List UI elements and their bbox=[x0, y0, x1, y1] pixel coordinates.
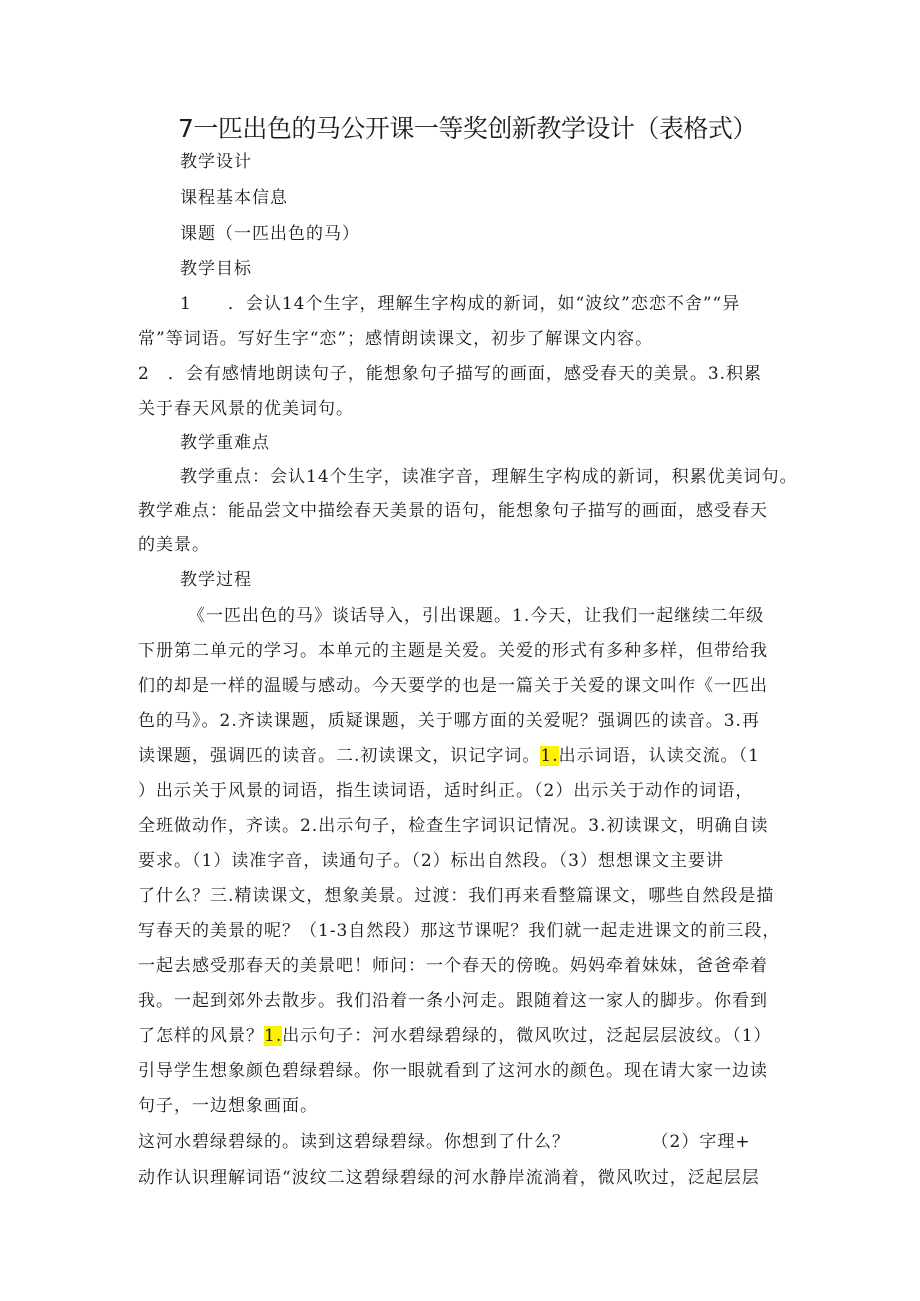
paragraph-line: 动作认识理解词语“波纹二这碧绿碧绿的河水静岸流淌着，微风吹过，泛起层层 bbox=[138, 1168, 760, 1188]
paragraph-line: 《一匹出色的马》谈话导入，引出课题。1.今天，让我们一起继续二年级 bbox=[188, 606, 765, 626]
paragraph-line: 常”等词语。写好生字“恋”；感情朗读课文，初步了解课文内容。 bbox=[138, 329, 654, 349]
paragraph-line: 的美景。 bbox=[138, 535, 210, 555]
paragraph-line: 下册第二单元的学习。本单元的主题是关爱。关爱的形式有多种多样，但带给我 bbox=[138, 641, 768, 661]
paragraph-line: 们的却是一样的温暖与感动。今天要学的也是一篇关于关爱的课文叫作《一匹出 bbox=[138, 676, 768, 696]
paragraph-line: 色的马》。2.齐读课题，质疑课题，关于哪方面的关爱呢？强调匹的读音。3.再 bbox=[138, 711, 760, 731]
paragraph-line: 关于春天风景的优美词句。 bbox=[138, 399, 354, 419]
heading-key-points: 教学重难点 bbox=[180, 433, 270, 453]
text-run: 出示句子：河水碧绿碧绿的，微风吹过，泛起层层波纹。（1） bbox=[282, 1026, 772, 1046]
paragraph-line: 1 ．会认14个生字，理解生字构成的新词，如“波纹”恋恋不舍”“异 bbox=[180, 294, 741, 314]
paragraph-line: 教学重点：会认14个生字，读准字音，理解生字构成的新词，积累优美词句。 bbox=[180, 467, 798, 487]
paragraph-line: 要求。（1）读准字音，读通句子。（2）标出自然段。（3）想想课文主要讲 bbox=[138, 851, 724, 871]
highlighted-mark: 1. bbox=[540, 746, 559, 766]
paragraph-line: 一起去感受那春天的美景吧！师问：一个春天的傍晚。妈妈牵着妹妹，爸爸牵着 bbox=[138, 956, 768, 976]
text-run: 出示词语，认读交流。（1 bbox=[558, 746, 760, 766]
heading-teaching-design: 教学设计 bbox=[180, 152, 252, 172]
paragraph-line: 引导学生想象颜色碧绿碧绿。你一眼就看到了这河水的颜色。现在请大家一边读 bbox=[138, 1061, 768, 1081]
paragraph-line: 我。一起到郊外去散步。我们沿着一条小河走。跟随着这一家人的脚步。你看到 bbox=[138, 991, 768, 1011]
document-title: 7一匹出色的马公开课一等奖创新教学设计（表格式） bbox=[178, 114, 757, 143]
paragraph-line bbox=[138, 744, 760, 768]
paragraph-line: 句子，一边想象画面。 bbox=[138, 1096, 318, 1116]
highlighted-mark: 1. bbox=[264, 1026, 283, 1046]
paragraph-line: 了什么？三.精读课文，想象美景。过渡：我们再来看整篇课文，哪些自然段是描 bbox=[138, 886, 775, 906]
heading-objectives: 教学目标 bbox=[180, 259, 252, 279]
paragraph-line: 这河水碧绿碧绿的。读到这碧绿碧绿。你想到了什么？ （2）字理+ bbox=[138, 1132, 751, 1152]
text-run: 了怎样的风景？ bbox=[138, 1026, 264, 1046]
paragraph-line: 2 ．会有感情地朗读句子，能想象句子描写的画面，感受春天的美景。3.积累 bbox=[138, 364, 763, 384]
paragraph-line: 教学难点：能品尝文中描绘春天美景的语句，能想象句子描写的画面，感受春天 bbox=[138, 501, 768, 521]
paragraph-line: 全班做动作，齐读。2.出示句子，检查生字词识记情况。3.初读课文，明确自读 bbox=[138, 816, 769, 836]
paragraph-line bbox=[138, 1024, 772, 1048]
paragraph-line: 写春天的美景的呢？（1-3自然段）那这节课呢？我们就一起走进课文的前三段， bbox=[138, 921, 781, 941]
heading-process: 教学过程 bbox=[180, 570, 252, 590]
text-run: 读课题，强调匹的读音。二.初读课文，识记字词。 bbox=[138, 746, 541, 766]
paragraph-line: ）出示关于风景的词语，指生读词语，适时纠正。（2）出示关于动作的词语， bbox=[138, 781, 754, 801]
course-topic: 课题（一匹出色的马） bbox=[180, 224, 360, 244]
heading-course-info: 课程基本信息 bbox=[180, 188, 288, 208]
